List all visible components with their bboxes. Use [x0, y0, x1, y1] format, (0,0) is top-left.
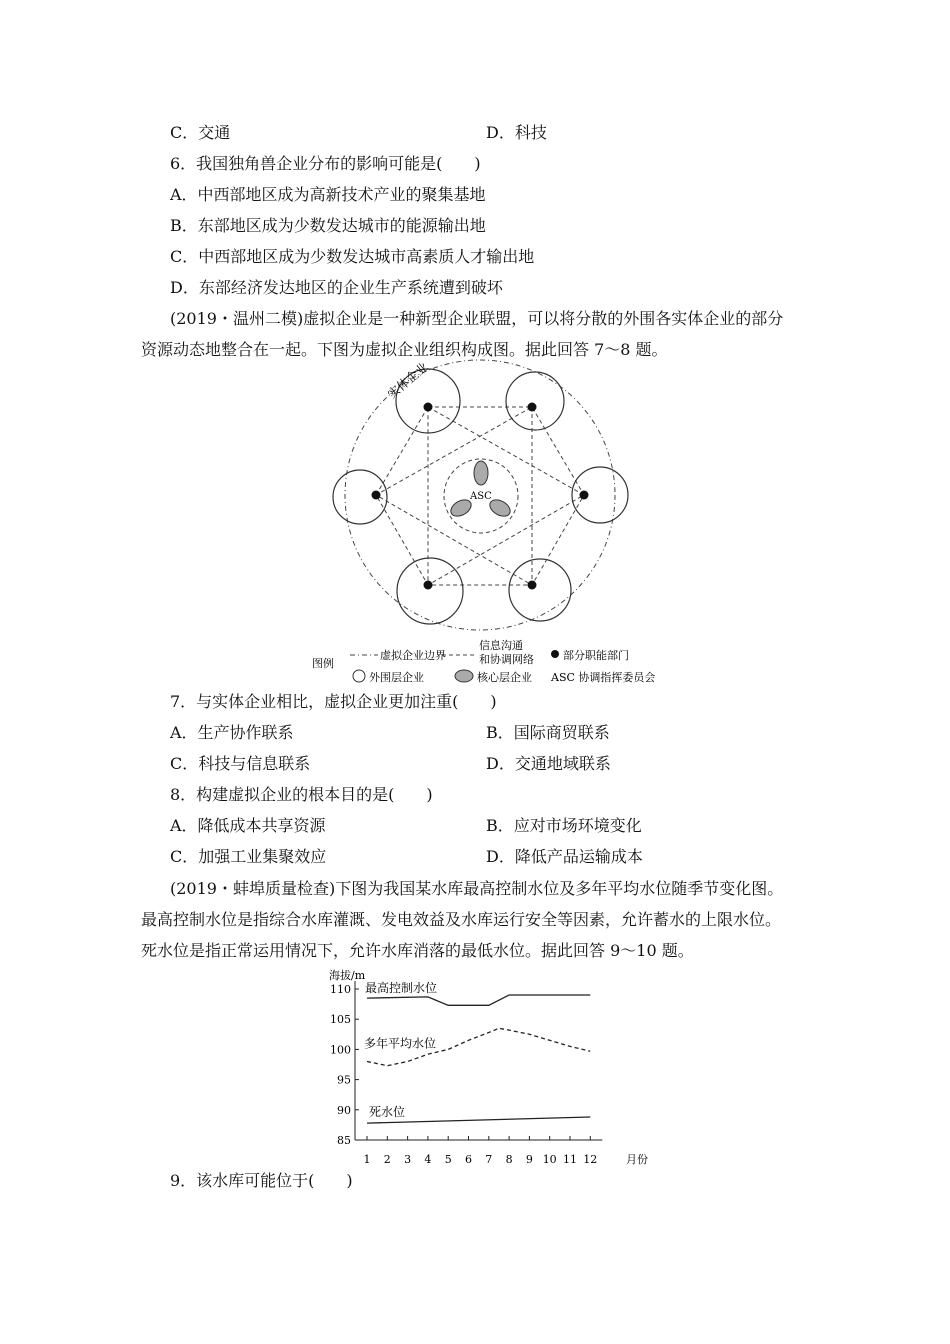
legend-network-label-1: 信息沟通 [479, 639, 523, 652]
virtual-enterprise-diagram [312, 359, 656, 690]
chart-y-tick-label: 105 [330, 1013, 351, 1027]
entity-enterprise-label: 实体企业 [384, 359, 431, 402]
q7-option-a: A．生产协作联系 [170, 723, 294, 742]
q8-option-d: D．降低产品运输成本 [486, 847, 643, 866]
passage1-line2: 资源动态地整合在一起。下图为虚拟企业组织构成图。据此回答 7～8 题。 [141, 340, 668, 359]
legend-asc-label: ASC 协调指挥委员会 [551, 671, 656, 684]
chart-x-tick-label: 1 [363, 1153, 371, 1166]
legend-core-swatch [455, 670, 473, 682]
passage2-line2: 最高控制水位是指综合水库灌溉、发电效益及水库运行安全等因素，允许蓄水的上限水位。 [141, 910, 782, 929]
chart-y-tick-label: 95 [337, 1073, 351, 1087]
outer-enterprise [397, 558, 463, 624]
legend-outer-label: 外围层企业 [369, 671, 424, 684]
chart-ylabel: 海拔/m [329, 969, 366, 982]
department-dot [424, 581, 433, 590]
q6-option-c: C．中西部地区成为少数发达城市高素质人才输出地 [170, 247, 535, 266]
chart-y-tick-label: 90 [337, 1103, 351, 1117]
series-label-2: 多年平均水位 [364, 1036, 437, 1051]
q5-option-d: D．科技 [486, 123, 547, 142]
legend-core-label: 核心层企业 [477, 671, 532, 684]
department-dot [528, 581, 537, 590]
water-level-chart [320, 966, 660, 1172]
chart-x-tick-label: 11 [563, 1153, 577, 1166]
legend-boundary-label: 虚拟企业边界 [380, 649, 446, 662]
chart-x-tick-label: 3 [404, 1153, 412, 1166]
q8-option-b: B．应对市场环境变化 [486, 816, 642, 835]
chart-x-tick-label: 10 [542, 1153, 557, 1166]
legend-dept-label: 部分职能部门 [563, 649, 629, 662]
coordination-network-triangle-1 [428, 407, 584, 585]
chart-x-tick-label: 9 [525, 1153, 533, 1166]
q8-option-a: A．降低成本共享资源 [170, 816, 326, 835]
passage1-line1: (2019・温州二模)虚拟企业是一种新型企业联盟，可以将分散的外围各实体企业的部分 [170, 309, 784, 328]
q7-option-c: C．科技与信息联系 [170, 754, 311, 773]
chart-y-tick-label: 110 [330, 983, 351, 996]
department-dot [580, 491, 589, 500]
chart-x-tick-label: 12 [583, 1153, 598, 1166]
q7-stem: 7．与实体企业相比，虚拟企业更加注重( ) [170, 692, 497, 711]
series-line-1 [367, 995, 590, 1005]
chart-x-tick-label: 8 [505, 1153, 513, 1166]
coordination-network-triangle-2 [376, 407, 532, 585]
chart-x-tick-label: 6 [465, 1153, 472, 1166]
chart-xlabel: 月份 [626, 1153, 648, 1166]
legend-dept-swatch [551, 650, 559, 658]
legend-outer-swatch [353, 670, 365, 682]
department-dot [372, 491, 381, 500]
q6-option-a: A．中西部地区成为高新技术产业的聚集基地 [170, 185, 486, 204]
q5-option-c: C．交通 [170, 123, 231, 142]
q7-option-d: D．交通地域联系 [486, 754, 611, 773]
q6-option-b: B．东部地区成为少数发达城市的能源输出地 [170, 216, 486, 235]
series-label-1: 最高控制水位 [365, 981, 438, 996]
series-label-3: 死水位 [369, 1105, 406, 1120]
q6-option-d: D．东部经济发达地区的企业生产系统遭到破坏 [170, 278, 503, 297]
q7-option-b: B．国际商贸联系 [486, 723, 610, 742]
legend-title: 图例 [312, 657, 334, 670]
q8-option-c: C．加强工业集聚效应 [170, 847, 327, 866]
legend-network-label-2: 和协调网络 [479, 653, 534, 666]
chart-y-tick-label: 100 [330, 1043, 351, 1057]
core-enterprise [474, 461, 488, 485]
q8-stem: 8．构建虚拟企业的根本目的是( ) [170, 785, 433, 804]
q9-stem: 9．该水库可能位于( ) [170, 1171, 353, 1190]
chart-x-tick-label: 2 [383, 1153, 391, 1166]
chart-y-tick-label: 85 [337, 1134, 351, 1147]
chart-x-tick-label: 4 [424, 1153, 432, 1166]
outer-enterprise [509, 559, 571, 621]
chart-x-tick-label: 7 [485, 1153, 493, 1166]
passage2-line3: 死水位是指正常运用情况下，允许水库消落的最低水位。据此回答 9～10 题。 [141, 941, 694, 960]
department-dot [528, 403, 537, 412]
passage2-line1: (2019・蚌埠质量检查)下图为我国某水库最高控制水位及多年平均水位随季节变化图。 [170, 879, 784, 898]
outer-enterprise [506, 372, 564, 430]
asc-label: ASC [470, 491, 492, 502]
chart-x-tick-label: 5 [444, 1153, 452, 1166]
q6-stem: 6．我国独角兽企业分布的影响可能是( ) [170, 154, 481, 173]
department-dot [424, 403, 433, 412]
